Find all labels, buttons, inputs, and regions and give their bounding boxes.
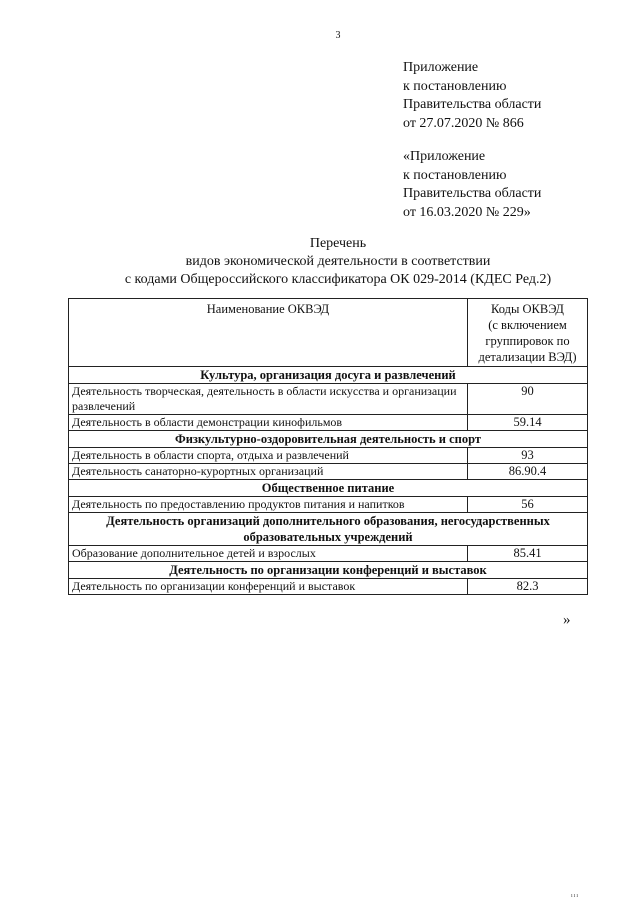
header-code-line: (с включением <box>488 318 567 332</box>
table-row <box>69 579 588 595</box>
section-row <box>69 431 588 448</box>
section-title: Общественное питание <box>69 480 588 497</box>
activity-code: 82.3 <box>468 579 588 595</box>
activity-name: Деятельность в области спорта, отдыха и развлечений <box>69 448 468 464</box>
section-row <box>69 513 588 546</box>
section-row <box>69 367 588 384</box>
table-row <box>69 464 588 480</box>
activity-name: Образование дополнительное детей и взрослых <box>69 546 468 562</box>
activity-code: 56 <box>468 497 588 513</box>
annex-line: к постановлению <box>403 167 507 183</box>
header-code-cell <box>468 299 588 367</box>
annex-line: «Приложение <box>403 149 486 164</box>
section-title: Физкультурно-оздоровительная деятельность и спорт <box>69 431 588 448</box>
table-row <box>69 546 588 562</box>
annex-current-block <box>403 59 541 133</box>
section-title: Культура, организация досуга и развлечений <box>69 367 588 384</box>
activity-code: 59.14 <box>468 415 588 431</box>
annex-line: Правительства области <box>403 186 542 202</box>
section-title: Деятельность по организации конференций и выставок <box>69 562 588 579</box>
activity-code: 85.41 <box>468 546 588 562</box>
table-header-row <box>69 299 588 367</box>
section-row <box>69 480 588 497</box>
page-number: 3 <box>335 30 341 41</box>
activity-name: Деятельность творческая, деятельность в области искусства и организации развлечений <box>69 384 468 415</box>
section-title: Деятельность организаций дополнительного образования, негосударственных образовательных учреждений <box>69 513 588 546</box>
header-name-cell: Наименование ОКВЭД <box>69 299 468 367</box>
activity-code: 90 <box>468 384 588 415</box>
table-row <box>69 415 588 431</box>
closing-quote: » <box>563 612 571 628</box>
annex-line: от 27.07.2020 № 866 <box>403 115 524 131</box>
header-code-line: группировок по <box>485 334 570 348</box>
footer-mark: ııı <box>571 893 580 899</box>
document-title: Перечень <box>309 236 367 251</box>
annex-line: Приложение <box>403 60 479 75</box>
activity-code: 86.90.4 <box>468 464 588 480</box>
section-row <box>69 562 588 579</box>
table-row <box>69 384 588 415</box>
document-subtitle: видов экономической деятельности в соответствии <box>185 254 491 269</box>
activity-code: 93 <box>468 448 588 464</box>
annex-line: от 16.03.2020 № 229» <box>403 204 531 220</box>
table-row <box>69 497 588 513</box>
activity-name: Деятельность по предоставлению продуктов питания и напитков <box>69 497 468 513</box>
document-subtitle: с кодами Общероссийского классификатора ОК 029-2014 (КДЕС Ред.2) <box>124 272 552 287</box>
header-code-line: Коды ОКВЭД <box>491 302 564 316</box>
activity-name: Деятельность санаторно-курортных организаций <box>69 464 468 480</box>
annex-line: Правительства области <box>403 97 542 113</box>
okved-table <box>68 298 588 595</box>
annex-original-block <box>403 148 541 222</box>
activity-name: Деятельность по организации конференций и выставок <box>69 579 468 595</box>
annex-line: к постановлению <box>403 78 507 94</box>
table-row <box>69 448 588 464</box>
activity-name: Деятельность в области демонстрации кинофильмов <box>69 415 468 431</box>
header-code-line: детализации ВЭД) <box>478 350 577 364</box>
